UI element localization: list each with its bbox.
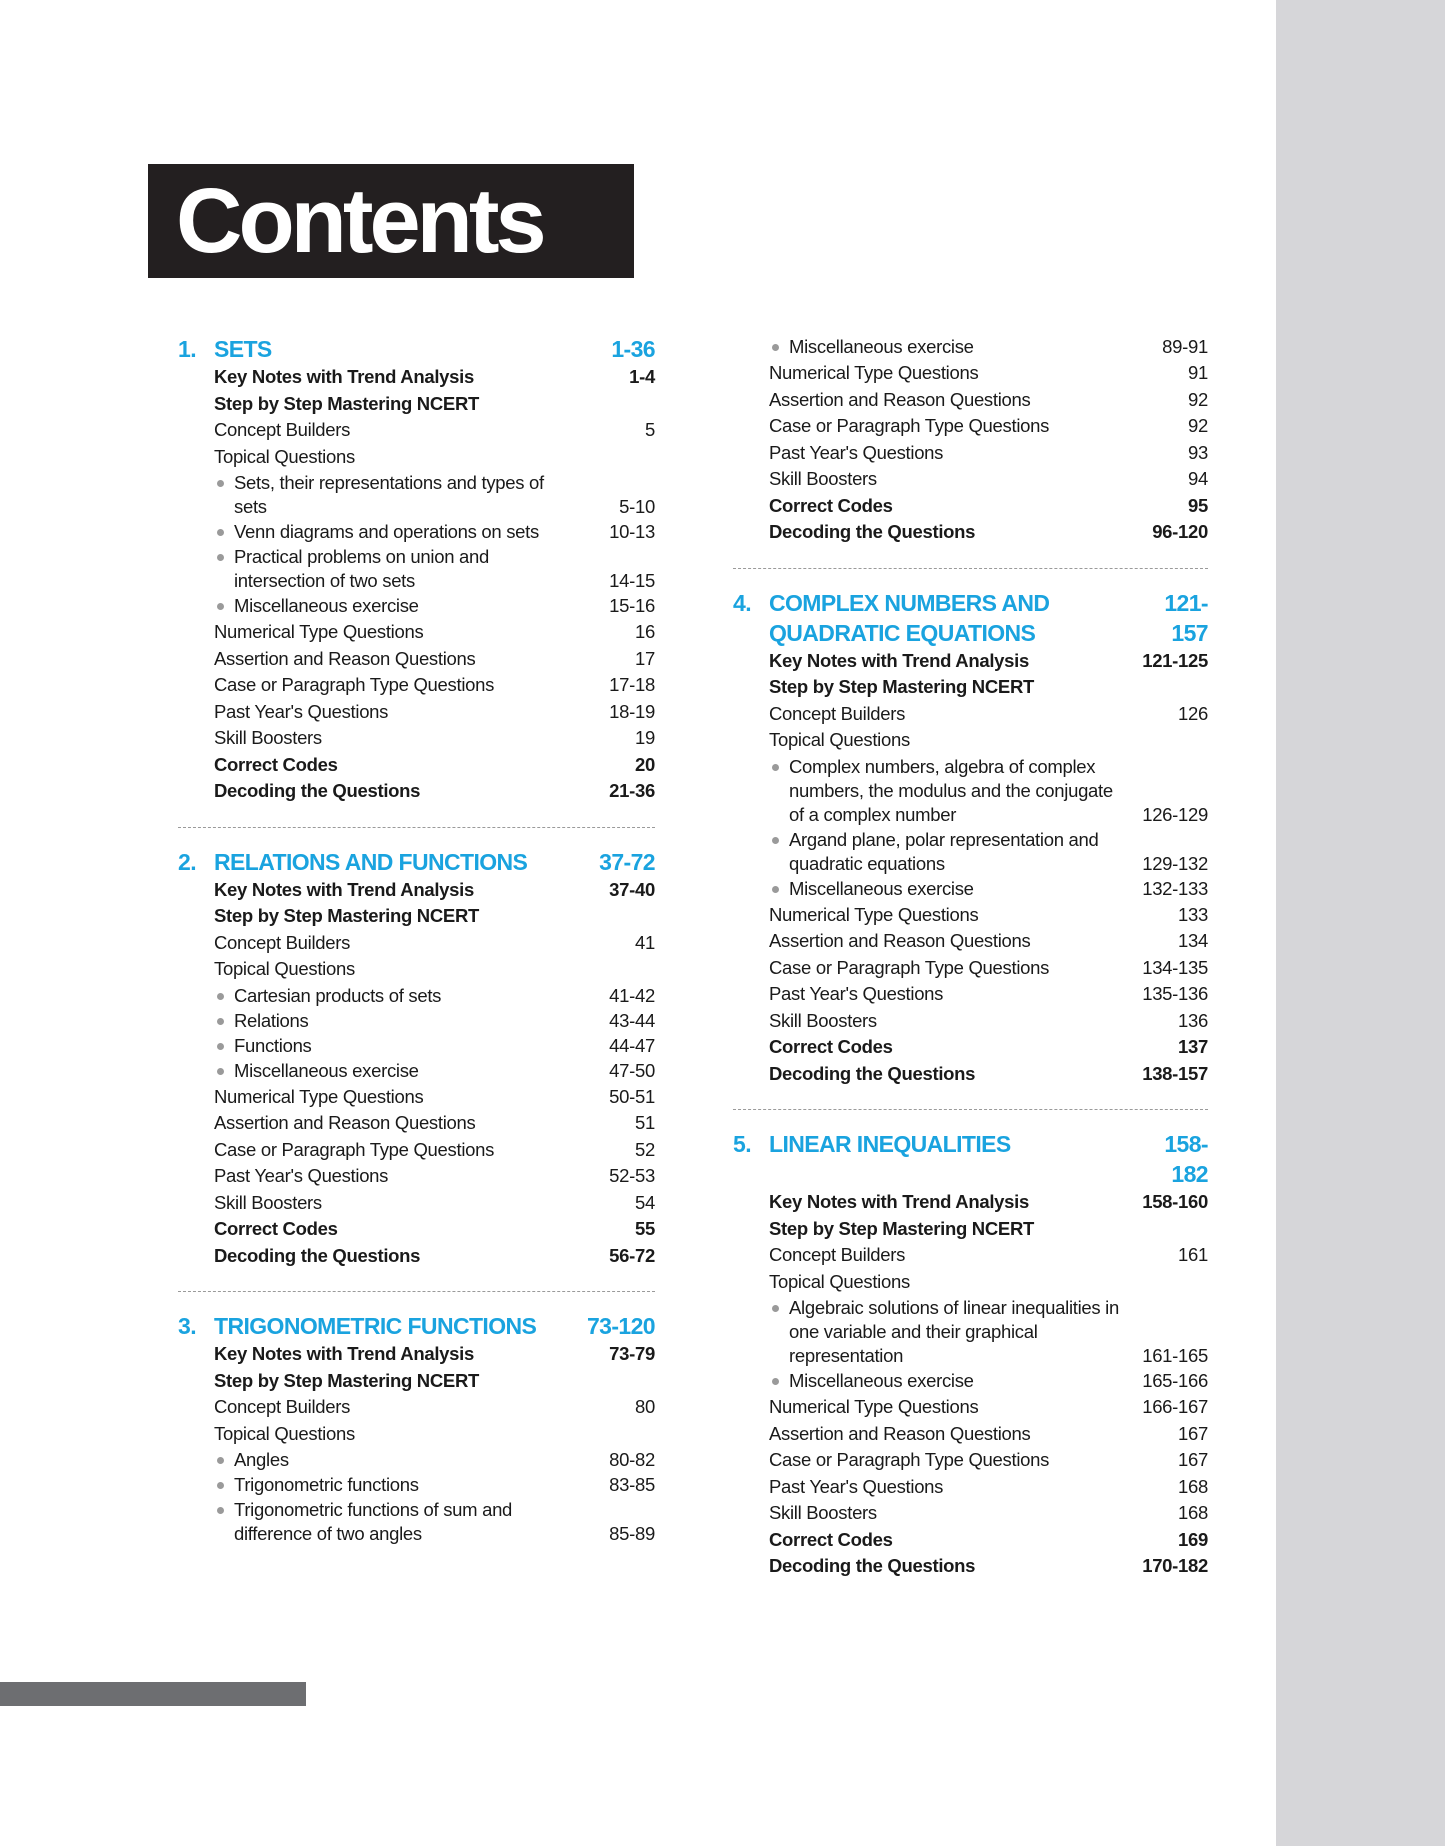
- toc-entry-label: Past Year's Questions: [214, 1165, 389, 1186]
- toc-entry-pages: 126: [1178, 702, 1208, 724]
- toc-entry-label: Numerical Type Questions: [769, 362, 979, 383]
- toc-entry[interactable]: [769, 1061, 1208, 1088]
- chapter-divider: [733, 568, 1208, 569]
- toc-entry-label: Concept Builders: [214, 931, 351, 953]
- toc-entry-label: Step by Step Mastering NCERT: [214, 392, 480, 414]
- toc-entry-pages: 135-136: [1142, 983, 1208, 1004]
- toc-entry-label: Assertion and Reason Questions: [214, 647, 476, 669]
- toc-entry[interactable]: [214, 877, 655, 904]
- toc-entry-label: Decoding the Questions: [769, 1062, 976, 1084]
- toc-entry-label: Angles: [214, 1448, 575, 1472]
- toc-entry-pages: 50-51: [609, 1085, 655, 1107]
- toc-entry[interactable]: [769, 701, 1208, 728]
- toc-column-left: [178, 334, 655, 1547]
- chapter-pages: 1-36: [611, 336, 655, 362]
- chapter-pages: 73-120: [586, 1313, 655, 1339]
- toc-entry-pages: 167: [1178, 1449, 1208, 1470]
- toc-entry-pages: 92: [1188, 415, 1208, 436]
- toc-entry-label: Step by Step Mastering NCERT: [214, 905, 480, 926]
- toc-entry[interactable]: [214, 545, 655, 593]
- chapter-divider: [178, 827, 655, 828]
- toc-entry[interactable]: [214, 1137, 655, 1164]
- toc-entry-label: Cartesian products of sets: [214, 984, 575, 1008]
- toc-entry-label: Algebraic solutions of linear inequalities in one variable and their graphical representation: [769, 1296, 1128, 1368]
- chapter-section: [178, 1311, 655, 1546]
- toc-entry-pages: 15-16: [609, 595, 655, 616]
- page-title: Contents: [148, 164, 634, 278]
- toc-entry[interactable]: [214, 1368, 655, 1395]
- toc-entry-pages: 52-53: [609, 1165, 655, 1186]
- toc-entry[interactable]: [769, 493, 1208, 520]
- toc-entry-label: Past Year's Questions: [769, 441, 944, 463]
- toc-entry[interactable]: [214, 391, 655, 418]
- toc-entry-pages: 54: [635, 1191, 655, 1213]
- toc-entry[interactable]: [214, 956, 655, 983]
- toc-entry[interactable]: [769, 955, 1208, 982]
- toc-entry-pages: 10-13: [609, 521, 655, 542]
- chapter-items: [769, 648, 1208, 1088]
- toc-entry[interactable]: [214, 1243, 655, 1270]
- toc-entry-label: Miscellaneous exercise: [769, 877, 1128, 901]
- toc-entry-label: Topical Questions: [214, 1422, 355, 1444]
- toc-entry-pages: 170-182: [1142, 1555, 1208, 1576]
- toc-entry[interactable]: [769, 1394, 1208, 1421]
- toc-entry[interactable]: [214, 619, 655, 646]
- chapter-title: TRIGONOMETRIC FUNCTIONS: [214, 1313, 537, 1339]
- toc-entry-label: Key Notes with Trend Analysis: [214, 1343, 474, 1364]
- toc-entry-label: Correct Codes: [214, 1218, 338, 1239]
- toc-entry[interactable]: [214, 1473, 655, 1497]
- toc-entry-label: Case or Paragraph Type Questions: [214, 1138, 495, 1160]
- chapter-heading[interactable]: [733, 1129, 1208, 1189]
- toc-entry-label: Numerical Type Questions: [214, 621, 424, 642]
- toc-entry-pages: 19: [635, 727, 655, 748]
- toc-entry-pages: 21-36: [609, 780, 655, 801]
- toc-entry[interactable]: [214, 1059, 655, 1083]
- toc-entry-label: Skill Boosters: [769, 468, 877, 489]
- toc-entry-pages: 126-129: [1142, 803, 1208, 825]
- toc-entry[interactable]: [769, 648, 1208, 675]
- toc-entry[interactable]: [214, 1110, 655, 1137]
- toc-entry[interactable]: [214, 594, 655, 618]
- toc-entry-pages: 158-160: [1142, 1191, 1208, 1212]
- toc-entry[interactable]: [214, 1498, 655, 1546]
- toc-entry[interactable]: [214, 471, 655, 519]
- toc-entry[interactable]: [769, 1008, 1208, 1035]
- chapter-section: [178, 847, 655, 1270]
- toc-entry-pages: 136: [1178, 1009, 1208, 1031]
- toc-entry-pages: 73-79: [609, 1343, 655, 1364]
- toc-entry-label: Topical Questions: [769, 1270, 910, 1292]
- toc-entry-label: Skill Boosters: [769, 1502, 877, 1523]
- toc-entry-pages: 37-40: [609, 878, 655, 900]
- toc-entry[interactable]: [214, 646, 655, 673]
- toc-entry-pages: 161: [1178, 1244, 1208, 1265]
- toc-entry-pages: 161-165: [1142, 1345, 1208, 1366]
- toc-entry-pages: 91: [1188, 362, 1208, 383]
- toc-entry-label: Numerical Type Questions: [769, 1396, 979, 1417]
- toc-entry[interactable]: [214, 1084, 655, 1111]
- toc-entry-label: Past Year's Questions: [769, 1475, 944, 1497]
- toc-entry-label: Concept Builders: [769, 702, 906, 724]
- chapter-heading[interactable]: [178, 847, 655, 877]
- chapter-heading[interactable]: [178, 1311, 655, 1341]
- toc-entry-label: Key Notes with Trend Analysis: [769, 1191, 1029, 1212]
- toc-entry-pages: 93: [1188, 441, 1208, 463]
- toc-entry[interactable]: [769, 1369, 1208, 1393]
- toc-entry-pages: 80: [635, 1396, 655, 1417]
- toc-entry-label: Skill Boosters: [769, 1009, 877, 1031]
- toc-entry[interactable]: [769, 387, 1208, 414]
- chapter-section: [178, 334, 655, 805]
- toc-entry-label: Decoding the Questions: [769, 521, 976, 542]
- side-margin-strip: [1276, 0, 1445, 1846]
- toc-entry-label: Key Notes with Trend Analysis: [214, 878, 474, 900]
- toc-entry-pages: 166-167: [1142, 1396, 1208, 1417]
- toc-entry-label: Miscellaneous exercise: [214, 594, 575, 618]
- toc-entry-pages: 1-4: [629, 366, 655, 387]
- toc-entry[interactable]: [214, 1341, 655, 1368]
- toc-entry-label: Trigonometric functions of sum and difference of two angles: [214, 1498, 575, 1546]
- chapter-pages: 121-157: [1164, 589, 1208, 646]
- toc-entry[interactable]: [214, 1190, 655, 1217]
- toc-entry-pages: 92: [1188, 388, 1208, 410]
- toc-entry[interactable]: [214, 1421, 655, 1448]
- toc-entry[interactable]: [769, 1034, 1208, 1061]
- toc-column-right: [733, 334, 1208, 1580]
- toc-entry-label: Correct Codes: [769, 1036, 893, 1057]
- toc-entry-pages: 5: [645, 419, 655, 440]
- toc-entry-label: Key Notes with Trend Analysis: [769, 649, 1029, 671]
- toc-entry-pages: 5-10: [619, 496, 655, 517]
- toc-entry-pages: 16: [635, 621, 655, 642]
- toc-entry-label: Past Year's Questions: [769, 983, 944, 1004]
- toc-entry[interactable]: [214, 778, 655, 805]
- chapter-number: 4.: [733, 589, 751, 616]
- toc-entry-label: Skill Boosters: [214, 1191, 322, 1213]
- toc-entry[interactable]: [214, 364, 655, 391]
- toc-entry-label: Numerical Type Questions: [769, 903, 979, 925]
- toc-entry[interactable]: [769, 1447, 1208, 1474]
- toc-entry-pages: 17: [635, 647, 655, 669]
- toc-entry-pages: 43-44: [609, 1009, 655, 1031]
- toc-entry-label: Concept Builders: [214, 419, 351, 440]
- toc-entry[interactable]: [769, 519, 1208, 546]
- toc-entry-label: Step by Step Mastering NCERT: [769, 676, 1035, 697]
- toc-entry-label: Assertion and Reason Questions: [214, 1112, 476, 1133]
- toc-entry[interactable]: [214, 752, 655, 779]
- toc-entry-label: Case or Paragraph Type Questions: [769, 415, 1050, 436]
- toc-entry-pages: 165-166: [1142, 1370, 1208, 1391]
- toc-entry-pages: 129-132: [1142, 852, 1208, 874]
- toc-entry[interactable]: [214, 903, 655, 930]
- toc-entry-label: Correct Codes: [769, 1528, 893, 1550]
- toc-entry[interactable]: [769, 1500, 1208, 1527]
- chapter-number: 1.: [178, 336, 196, 362]
- toc-entry[interactable]: [769, 413, 1208, 440]
- toc-entry-pages: 134-135: [1142, 956, 1208, 978]
- toc-entry[interactable]: [769, 1216, 1208, 1243]
- toc-entry-pages: 44-47: [609, 1034, 655, 1056]
- chapter-divider: [733, 1109, 1208, 1110]
- chapter-divider: [178, 1291, 655, 1292]
- toc-entry-label: Miscellaneous exercise: [769, 335, 1128, 359]
- toc-entry[interactable]: [214, 930, 655, 957]
- toc-entry-label: Functions: [214, 1034, 575, 1058]
- toc-entry-pages: 41-42: [609, 984, 655, 1006]
- toc-entry[interactable]: [769, 360, 1208, 387]
- toc-entry-label: Assertion and Reason Questions: [769, 388, 1031, 410]
- toc-entry-pages: 56-72: [609, 1244, 655, 1266]
- toc-entry-label: Decoding the Questions: [769, 1555, 976, 1576]
- toc-entry-label: Concept Builders: [769, 1244, 906, 1265]
- toc-entry[interactable]: [214, 417, 655, 444]
- toc-entry[interactable]: [769, 755, 1208, 827]
- footer-bar: [0, 1682, 306, 1706]
- toc-entry-pages: 133: [1178, 903, 1208, 925]
- chapter-section: [733, 588, 1208, 1088]
- toc-entry[interactable]: [769, 674, 1208, 701]
- toc-entry[interactable]: [214, 699, 655, 726]
- toc-entry-label: Miscellaneous exercise: [214, 1059, 575, 1083]
- toc-entry[interactable]: [769, 1421, 1208, 1448]
- toc-entry[interactable]: [214, 672, 655, 699]
- chapter-title: COMPLEX NUMBERS AND QUADRATIC EQUATIONS: [769, 589, 1050, 646]
- toc-entry-label: Case or Paragraph Type Questions: [214, 674, 495, 695]
- chapter-section: [733, 1129, 1208, 1580]
- toc-entry-label: Concept Builders: [214, 1396, 351, 1417]
- toc-entry[interactable]: [769, 902, 1208, 929]
- toc-entry-pages: 17-18: [609, 674, 655, 695]
- toc-entry-label: Skill Boosters: [214, 727, 322, 748]
- toc-entry-pages: 51: [635, 1112, 655, 1133]
- chapter-items: [769, 1189, 1208, 1580]
- toc-entry[interactable]: [214, 1448, 655, 1472]
- toc-entry[interactable]: [769, 335, 1208, 359]
- toc-entry-label: Topical Questions: [214, 958, 355, 979]
- toc-entry-pages: 132-133: [1142, 877, 1208, 899]
- toc-entry[interactable]: [769, 1474, 1208, 1501]
- toc-entry-label: Trigonometric functions: [214, 1473, 575, 1497]
- toc-entry[interactable]: [214, 984, 655, 1008]
- toc-entry-label: Practical problems on union and intersection of two sets: [214, 545, 575, 593]
- toc-entry-label: Case or Paragraph Type Questions: [769, 956, 1050, 978]
- toc-entry-label: Topical Questions: [769, 729, 910, 750]
- toc-entry-pages: 89-91: [1162, 336, 1208, 357]
- toc-entry[interactable]: [769, 877, 1208, 901]
- toc-entry[interactable]: [214, 1216, 655, 1243]
- toc-entry-label: Key Notes with Trend Analysis: [214, 366, 474, 387]
- toc-entry-label: Decoding the Questions: [214, 1244, 421, 1266]
- chapter-items: [214, 364, 655, 805]
- toc-entry[interactable]: [769, 928, 1208, 955]
- chapter-pages: 158-182: [1164, 1131, 1208, 1187]
- toc-entry-pages: 95: [1188, 494, 1208, 516]
- toc-entry[interactable]: [214, 520, 655, 544]
- toc-entry-pages: 47-50: [609, 1059, 655, 1081]
- chapter-title: RELATIONS AND FUNCTIONS: [214, 848, 528, 875]
- chapter-heading[interactable]: [733, 588, 1208, 648]
- toc-entry-pages: 83-85: [609, 1474, 655, 1495]
- toc-entry-label: Step by Step Mastering NCERT: [214, 1369, 480, 1391]
- toc-entry-pages: 80-82: [609, 1449, 655, 1470]
- chapter-title: SETS: [214, 336, 272, 362]
- toc-entry-label: Complex numbers, algebra of complex numbers, the modulus and the conjugate of a complex number: [769, 755, 1128, 827]
- toc-entry-label: Venn diagrams and operations on sets: [214, 520, 575, 544]
- toc-entry[interactable]: [769, 981, 1208, 1008]
- toc-entry[interactable]: [214, 1394, 655, 1421]
- toc-entry-pages: 137: [1178, 1036, 1208, 1057]
- toc-entry[interactable]: [214, 1009, 655, 1033]
- chapter-section: [733, 335, 1208, 546]
- toc-entry-pages: 20: [635, 753, 655, 775]
- toc-entry[interactable]: [769, 727, 1208, 754]
- toc-entry[interactable]: [769, 466, 1208, 493]
- chapter-title: LINEAR INEQUALITIES: [769, 1131, 1011, 1157]
- toc-entry-label: Correct Codes: [214, 753, 338, 775]
- toc-entry-label: Past Year's Questions: [214, 700, 389, 722]
- toc-entry-pages: 41: [635, 931, 655, 953]
- toc-entry-label: Step by Step Mastering NCERT: [769, 1217, 1035, 1239]
- toc-entry-pages: 18-19: [609, 700, 655, 722]
- chapter-pages: 37-72: [599, 848, 655, 875]
- chapter-number: 3.: [178, 1313, 196, 1339]
- toc-entry-pages: 94: [1188, 468, 1208, 489]
- toc-entry-pages: 121-125: [1142, 649, 1208, 671]
- toc-entry-pages: 138-157: [1142, 1062, 1208, 1084]
- chapter-number: 5.: [733, 1131, 751, 1157]
- toc-entry[interactable]: [769, 1527, 1208, 1554]
- toc-entry-pages: 134: [1178, 930, 1208, 951]
- toc-entry-label: Assertion and Reason Questions: [769, 1422, 1031, 1444]
- toc-entry[interactable]: [214, 725, 655, 752]
- chapter-items: [214, 877, 655, 1270]
- toc-entry-pages: 55: [635, 1218, 655, 1239]
- chapter-heading[interactable]: [178, 334, 655, 364]
- toc-entry-label: Miscellaneous exercise: [769, 1369, 1128, 1393]
- toc-entry[interactable]: [214, 1034, 655, 1058]
- toc-entry-label: Argand plane, polar representation and quadratic equations: [769, 828, 1128, 876]
- chapter-items: [214, 1341, 655, 1546]
- toc-entry-pages: 52: [635, 1138, 655, 1160]
- toc-entry-pages: 168: [1178, 1502, 1208, 1523]
- toc-entry[interactable]: [769, 440, 1208, 467]
- toc-entry-label: Numerical Type Questions: [214, 1085, 424, 1107]
- toc-entry[interactable]: [769, 828, 1208, 876]
- toc-entry[interactable]: [769, 1242, 1208, 1269]
- toc-entry-pages: 168: [1178, 1475, 1208, 1497]
- toc-entry[interactable]: [214, 444, 655, 471]
- toc-entry[interactable]: [769, 1296, 1208, 1368]
- toc-entry-pages: 169: [1178, 1528, 1208, 1550]
- toc-entry[interactable]: [769, 1553, 1208, 1580]
- toc-entry-pages: 14-15: [609, 570, 655, 591]
- toc-entry-label: Sets, their representations and types of sets: [214, 471, 575, 519]
- toc-entry-label: Assertion and Reason Questions: [769, 930, 1031, 951]
- toc-entry-label: Correct Codes: [769, 494, 893, 516]
- toc-entry-pages: 85-89: [609, 1523, 655, 1544]
- toc-entry-label: Decoding the Questions: [214, 780, 421, 801]
- toc-entry-label: Topical Questions: [214, 445, 355, 467]
- toc-entry-pages: 167: [1178, 1422, 1208, 1444]
- toc-entry-label: Case or Paragraph Type Questions: [769, 1449, 1050, 1470]
- toc-entry[interactable]: [769, 1269, 1208, 1296]
- toc-entry-pages: 96-120: [1152, 521, 1208, 542]
- chapter-items: [769, 335, 1208, 546]
- chapter-number: 2.: [178, 848, 196, 875]
- toc-entry-label: Relations: [214, 1009, 575, 1033]
- toc-entry[interactable]: [769, 1189, 1208, 1216]
- toc-entry[interactable]: [214, 1163, 655, 1190]
